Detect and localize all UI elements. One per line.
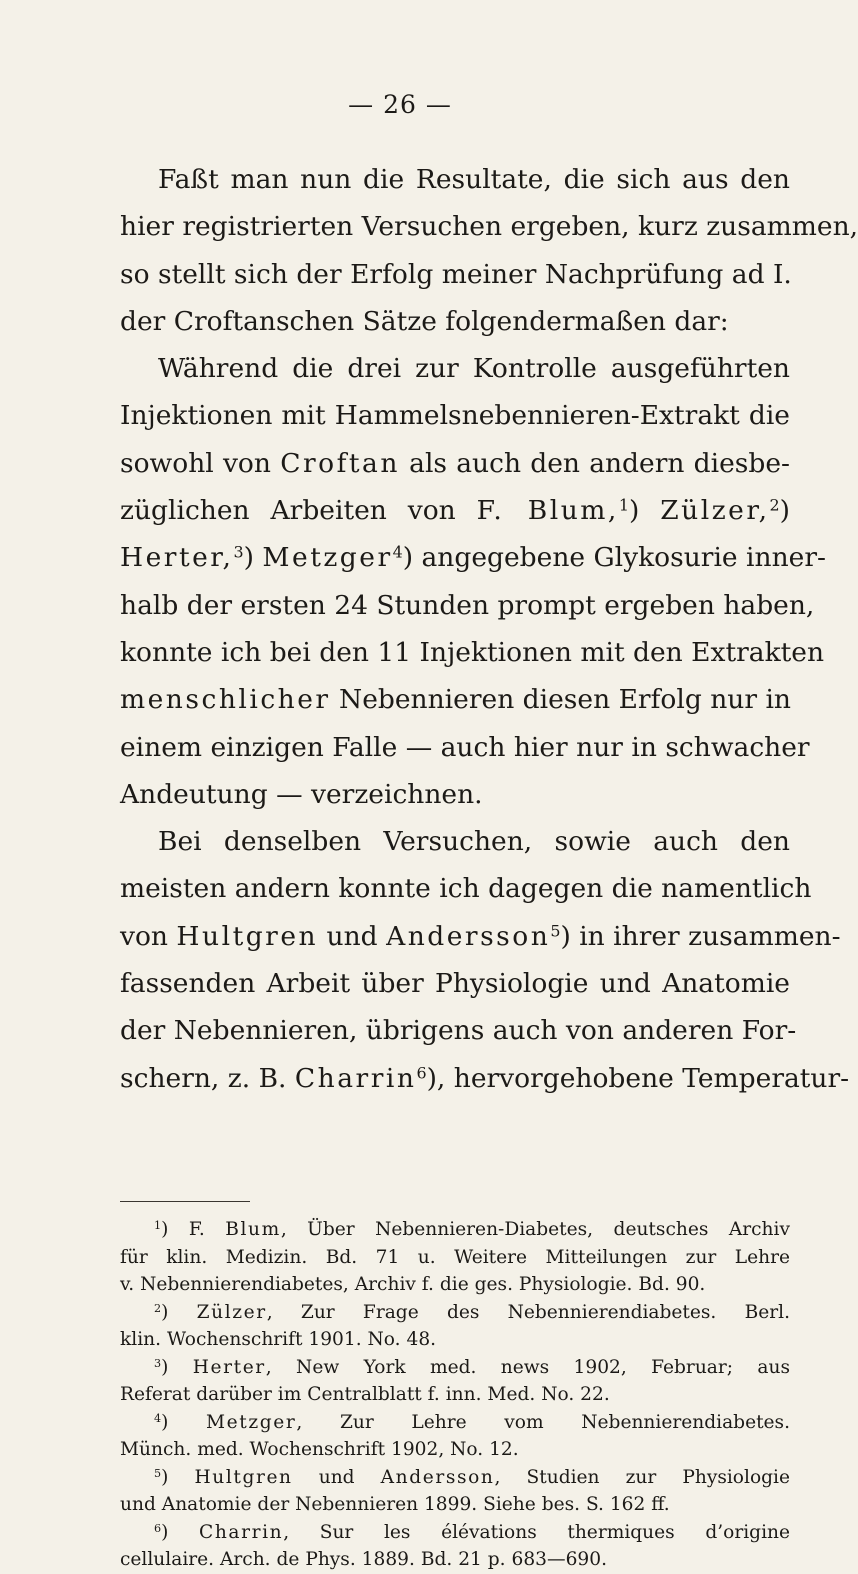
footnote bbox=[120, 1519, 790, 1574]
spaced-name: Metzger bbox=[262, 542, 393, 574]
text-line bbox=[120, 1519, 790, 1547]
text-run: so stellt sich der Erfolg meiner Nachprüfung ad I. bbox=[120, 258, 792, 290]
text-run: Andeutung — verzeichnen. bbox=[120, 778, 483, 810]
text-line bbox=[120, 865, 812, 912]
paragraph bbox=[120, 818, 850, 1102]
text-run: ) bbox=[161, 1466, 195, 1488]
text-line bbox=[120, 345, 790, 392]
text-run: Referat darüber im Centralblatt f. inn. Med. No. 22. bbox=[120, 1384, 610, 1405]
spaced-name: Herter bbox=[192, 1356, 266, 1378]
text-run: , Zur Frage des Nebennierendiabetes. Berl. bbox=[266, 1301, 790, 1323]
text-run: ) bbox=[161, 1356, 193, 1378]
text-line bbox=[120, 203, 858, 250]
spaced-name: Blum bbox=[225, 1219, 281, 1240]
text-run: und Anatomie der Nebennieren 1899. Siehe bes. S. 162 ff. bbox=[120, 1494, 670, 1515]
text-run: Nebennieren diesen Erfolg nur in bbox=[330, 684, 791, 716]
text-line bbox=[120, 960, 790, 1007]
text-line bbox=[120, 724, 810, 771]
text-run: , Über Nebennieren-Diabetes, deutsches Archiv bbox=[280, 1219, 790, 1240]
text-run: und bbox=[292, 1466, 381, 1488]
text-line bbox=[120, 1007, 797, 1054]
spaced-name: Hultgren bbox=[194, 1466, 293, 1488]
page-number: — 26 — bbox=[348, 90, 452, 119]
text-run: meisten andern konnte ich dagegen die namentlich bbox=[120, 873, 812, 905]
footnote-marker: 4 bbox=[392, 542, 403, 562]
text-run: als auch den andern diesbe- bbox=[399, 447, 790, 479]
text-run: Bei denselben Versuchen, sowie auch den bbox=[158, 826, 790, 858]
text-line bbox=[120, 1271, 790, 1299]
text-line bbox=[120, 440, 790, 487]
text-run: , Zur Lehre vom Nebennierendiabetes. bbox=[296, 1411, 790, 1433]
text-run: ) angegebene Glykosurie inner- bbox=[402, 542, 826, 574]
text-line bbox=[120, 1216, 790, 1244]
footnote-marker: 6 bbox=[416, 1062, 427, 1082]
text-run: cellulaire. Arch. de Phys. 1889. Bd. 21 p. 683—690. bbox=[120, 1549, 607, 1570]
text-run: für klin. Medizin. Bd. 71 u. Weitere Mitteilungen zur Lehre bbox=[120, 1246, 790, 1268]
text-run: Während die drei zur Kontrolle ausgeführten bbox=[158, 353, 790, 385]
text-run: ) bbox=[161, 1521, 199, 1543]
text-run: sowohl von bbox=[120, 447, 281, 479]
footnote bbox=[120, 1216, 790, 1299]
footnote-marker: 3 bbox=[154, 1356, 162, 1370]
text-run: von bbox=[120, 920, 177, 952]
text-run: züglichen Arbeiten von bbox=[120, 495, 477, 527]
text-run: ) F. bbox=[161, 1219, 226, 1240]
spaced-name: Zülzer bbox=[196, 1301, 267, 1323]
spaced-name: F. Blum, bbox=[476, 495, 619, 527]
text-line bbox=[120, 1491, 790, 1519]
text-line bbox=[120, 1244, 790, 1272]
text-run: ) in ihrer zusammen- bbox=[560, 920, 841, 952]
text-run: der Nebennieren, übrigens auch von anderen For- bbox=[120, 1015, 797, 1047]
footnote-marker: 1 bbox=[154, 1218, 162, 1232]
footnote-marker: 3 bbox=[233, 542, 244, 562]
text-line bbox=[120, 1546, 790, 1574]
text-line bbox=[120, 629, 825, 676]
footnotes bbox=[120, 1216, 790, 1574]
text-line bbox=[120, 913, 841, 960]
spaced-name: Andersson bbox=[386, 920, 551, 952]
text-run: einem einzigen Falle — auch hier nur in schwacher bbox=[120, 731, 810, 763]
text-line bbox=[120, 1464, 790, 1492]
text-line bbox=[120, 487, 790, 534]
text-run: ) bbox=[243, 542, 263, 574]
footnote-marker: 1 bbox=[618, 495, 629, 515]
text-run: Münch. med. Wochenschrift 1902, No. 12. bbox=[120, 1439, 519, 1460]
text-line bbox=[120, 771, 790, 818]
spaced-name: Hultgren bbox=[176, 920, 319, 952]
footnote-marker: 6 bbox=[154, 1521, 162, 1535]
spaced-name: Charrin bbox=[199, 1521, 284, 1543]
text-run: Injektionen mit Hammelsnebennieren-Extrakt die bbox=[120, 400, 790, 432]
text-line bbox=[120, 818, 790, 865]
text-run: fassenden Arbeit über Physiologie und Anatomie bbox=[120, 968, 790, 1000]
paragraph bbox=[120, 345, 826, 818]
footnote bbox=[120, 1354, 790, 1409]
text-line bbox=[120, 1326, 790, 1354]
footnote-marker: 2 bbox=[769, 495, 780, 515]
text-run: , Studien zur Physiologie bbox=[494, 1466, 790, 1488]
spaced-name: Metzger bbox=[206, 1411, 297, 1433]
footnote-marker: 2 bbox=[154, 1301, 162, 1315]
text-run: , New York med. news 1902, Februar; aus bbox=[265, 1356, 790, 1378]
text-line bbox=[120, 251, 790, 298]
text-run: halb der ersten 24 Stunden prompt ergeben haben, bbox=[120, 589, 815, 621]
text-run: konnte ich bei den 11 Injektionen mit den Extrakten bbox=[120, 636, 825, 668]
text-line bbox=[120, 1055, 850, 1102]
text-line bbox=[120, 1436, 790, 1464]
footnote-marker: 4 bbox=[154, 1411, 162, 1425]
text-line bbox=[120, 582, 815, 629]
text-run: ) bbox=[161, 1411, 207, 1433]
spaced-name: Croftan bbox=[280, 447, 400, 479]
text-line bbox=[120, 1354, 790, 1382]
text-line bbox=[120, 1381, 790, 1409]
footnote-marker: 5 bbox=[154, 1466, 162, 1480]
text-run: ) bbox=[161, 1301, 197, 1323]
text-line bbox=[120, 534, 826, 581]
spaced-name: Zülzer, bbox=[660, 495, 770, 527]
text-run: ) bbox=[779, 495, 790, 527]
text-run: ) bbox=[628, 495, 661, 527]
text-run: Faßt man nun die Resultate, die sich aus den bbox=[158, 164, 790, 195]
text-line bbox=[120, 392, 790, 439]
spaced-name: menschlicher bbox=[120, 684, 331, 716]
text-line bbox=[120, 298, 790, 345]
spaced-name: Charrin bbox=[294, 1062, 417, 1094]
text-run: v. Nebennierendiabetes, Archiv f. die ges. Physiologie. Bd. 90. bbox=[120, 1274, 706, 1295]
body-text bbox=[120, 156, 858, 1102]
text-line bbox=[120, 1409, 790, 1437]
footnote bbox=[120, 1409, 790, 1464]
text-line bbox=[120, 156, 790, 203]
text-run: und bbox=[318, 920, 387, 952]
text-run: , Sur les élévations thermiques d’origine bbox=[283, 1521, 790, 1543]
text-run: schern, z. B. bbox=[120, 1062, 295, 1094]
spaced-name: Herter, bbox=[120, 542, 234, 574]
footnote-marker: 5 bbox=[550, 921, 561, 941]
text-run: hier registrierten Versuchen ergeben, kurz zusammen, bbox=[120, 211, 858, 243]
text-run: klin. Wochenschrift 1901. No. 48. bbox=[120, 1329, 437, 1350]
spaced-name: Andersson bbox=[380, 1466, 495, 1488]
footnote-separator bbox=[120, 1201, 250, 1202]
footnote bbox=[120, 1464, 790, 1519]
text-run: der Croftanschen Sätze folgendermaßen dar: bbox=[120, 305, 729, 337]
footnote bbox=[120, 1299, 790, 1354]
paragraph bbox=[120, 156, 858, 345]
text-line bbox=[120, 676, 790, 723]
text-line bbox=[120, 1299, 790, 1327]
text-run: ), hervorgehobene Temperatur- bbox=[426, 1062, 850, 1094]
